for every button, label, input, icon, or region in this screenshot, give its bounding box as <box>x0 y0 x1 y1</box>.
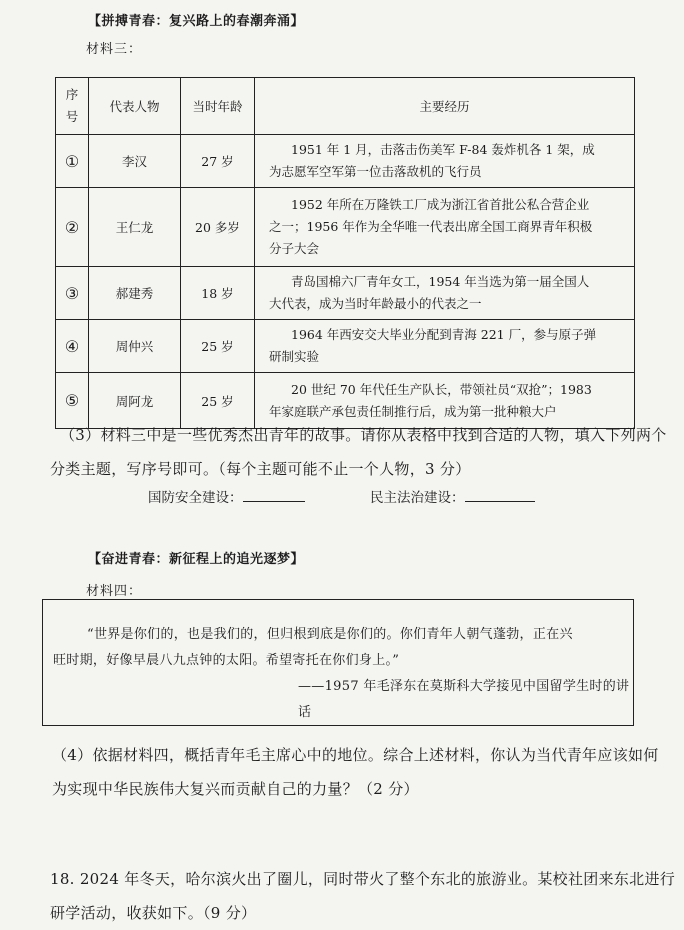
header-person: 代表人物 <box>89 78 181 135</box>
row-index: ② <box>56 188 89 267</box>
quote-line2: 旺时期，好像早晨八九点钟的太阳。希望寄托在你们身上。” <box>53 653 400 668</box>
row-age: 20 多岁 <box>181 188 255 267</box>
quote-source: ——1957 年毛泽东在莫斯科大学接见中国留学生时的讲话 <box>298 679 630 720</box>
table-row <box>56 320 635 373</box>
row-age: 18 岁 <box>181 267 255 320</box>
quote-line1: “世界是你们的，也是我们的，但归根到底是你们的。你们青年人朝气蓬勃，正在兴 <box>87 627 573 642</box>
header-experience: 主要经历 <box>255 78 635 135</box>
row-person: 周仲兴 <box>89 320 181 373</box>
row-index: ③ <box>56 267 89 320</box>
row-person: 王仁龙 <box>89 188 181 267</box>
question-4-line1: （4）依据材料四，概括青年毛主席心中的地位。综合上述材料，你认为当代青年应该如何 <box>52 746 659 764</box>
table-row <box>56 267 635 320</box>
row-index: ⑤ <box>56 373 89 429</box>
table-row <box>56 188 635 267</box>
question-4 <box>52 738 677 806</box>
row-experience: 1952 年所在万隆铁工厂成为浙江省首批公私合营企业 之一；1956 年作为全华唯一代表出席全国工商界青年积极 分子大会 <box>255 188 635 267</box>
row-person: 郝建秀 <box>89 267 181 320</box>
material-four-label: 材料四： <box>86 584 143 599</box>
question-3-line1: （3）材料三中是一些优秀杰出青年的故事。请你从表格中找到合适的人物，填入下列两个 <box>60 426 667 444</box>
question-18-line2: 研学活动，收获如下。（9 分） <box>50 904 257 922</box>
question-4-line2: 为实现中华民族伟大复兴而贡献自己的力量？（2 分） <box>52 780 419 798</box>
youth-table <box>55 77 635 429</box>
row-index: ① <box>56 135 89 188</box>
blank-defense <box>148 486 305 506</box>
row-experience: 20 世纪 70 年代任生产队长，带领社员“双抢”；1983 年家庭联产承包责任制推行后，成为第一批种粮大户 <box>255 373 635 429</box>
row-age: 25 岁 <box>181 373 255 429</box>
row-experience: 1964 年西安交大毕业分配到青海 221 厂，参与原子弹 研制实验 <box>255 320 635 373</box>
section-title-pinbo: 【拼搏青春：复兴路上的春潮奔涌】 <box>88 14 305 29</box>
quote-box <box>42 599 634 726</box>
row-person: 李汉 <box>89 135 181 188</box>
question-3-line2: 分类主题，写序号即可。（每个主题可能不止一个人物，3 分） <box>50 460 471 478</box>
row-index: ④ <box>56 320 89 373</box>
blank-democracy-label: 民主法治建设： <box>370 490 465 506</box>
section-title-fenjin: 【奋进青春：新征程上的追光逐梦】 <box>88 552 305 567</box>
table-row <box>56 135 635 188</box>
blank-democracy <box>370 486 535 506</box>
question-3 <box>50 418 675 486</box>
question-18-line1: 18. 2024 年冬天，哈尔滨火出了圈儿，同时带火了整个东北的旅游业。某校社团来东北进行 <box>50 870 676 888</box>
row-age: 25 岁 <box>181 320 255 373</box>
header-age: 当时年龄 <box>181 78 255 135</box>
row-age: 27 岁 <box>181 135 255 188</box>
row-experience: 青岛国棉六厂青年女工，1954 年当选为第一届全国人 大代表，成为当时年龄最小的代表之一 <box>255 267 635 320</box>
header-index: 序号 <box>56 78 89 135</box>
blank-defense-label: 国防安全建设： <box>148 490 243 506</box>
material-three-label: 材料三： <box>86 42 143 57</box>
row-person: 周阿龙 <box>89 373 181 429</box>
row-experience: 1951 年 1 月，击落击伤美军 F-84 轰炸机各 1 架，成 为志愿军空军第一位击落敌机的飞行员 <box>255 135 635 188</box>
answer-blank-defense[interactable] <box>243 489 305 502</box>
answer-blank-democracy[interactable] <box>465 489 535 502</box>
question-18 <box>50 862 680 930</box>
table-header-row <box>56 78 635 135</box>
